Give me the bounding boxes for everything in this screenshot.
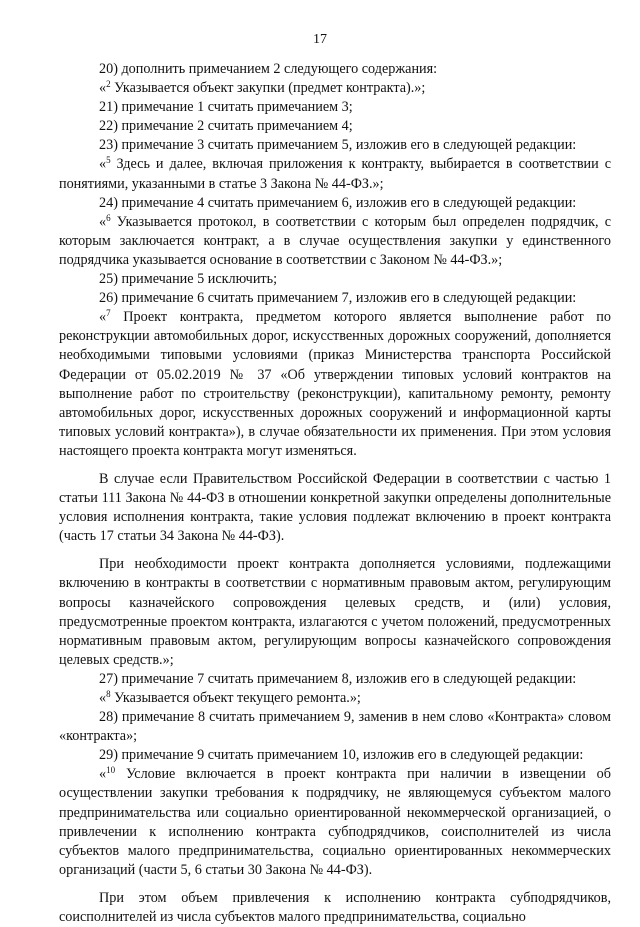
paragraph [59, 194, 611, 213]
quote-mark: « [99, 80, 107, 97]
paragraph-text: 25) примечание 5 исключить; [99, 271, 278, 288]
footnote-marker: 10 [106, 765, 116, 776]
quote-mark: « [99, 213, 107, 230]
paragraph [59, 270, 611, 289]
paragraph-text: Проект контракта, предметом которого является выполнение работ по реконструкции автомобильных дорог, искусственных дорожных сооружений, дополняется необходимыми типовыми условиями (приказ Министерства транспорта Российской Федерации от 05.02.2019 № 37 «Об утверждении типовых условий контрактов на выполнение работ по строительству (реконструкции), капитальному ремонту, ремонту автомобильных дорог, искусственных дорожных сооружений и информационной карты типовых условий контракта»), в случае обязательности их применения. При этом условия настоящего проекта контракта могут изменяться. [59, 309, 611, 459]
paragraph-text: 28) примечание 8 считать примечанием 9, заменив в нем слово «Контракта» словом «контракта»; [59, 709, 611, 745]
paragraph-text: 26) примечание 6 считать примечанием 7, изложив его в следующей редакции: [99, 290, 577, 307]
paragraph-text: При необходимости проект контракта дополняется условиями, подлежащими включению в контракты в соответствии с нормативным правовым актом, регулирующим вопросы казначейского сопровождения целевых средств, и (или) условия, предусмотренные проектом контракта, излагаются с учетом положений, предусмотренных нормативным правовым актом, регулирующим вопросы казначейского сопровождения целевых средств.»; [59, 556, 611, 668]
paragraph [59, 289, 611, 308]
paragraph-text: Указывается протокол, в соответствии с которым был определен подрядчик, с которым заключается контракт, а в случае осуществления закупки у единственного подрядчика указывается основание в соответствии с Законом № 44-ФЗ.»; [59, 213, 611, 268]
paragraph-text: Здесь и далее, включая приложения к контракту, выбирается в соответствии с понятиями, указанными в статье 3 Закона № 44-ФЗ.»; [59, 156, 611, 192]
paragraph [59, 689, 611, 708]
footnote-marker: 7 [106, 308, 111, 319]
paragraph-text: 29) примечание 9 считать примечанием 10, изложив его в следующей редакции: [99, 747, 584, 764]
footnote-marker: 5 [106, 155, 111, 166]
paragraph [59, 213, 611, 270]
paragraph-text: Условие включается в проект контракта при наличии в извещении об осуществлении закупки требования к подрядчику, не являющемуся субъектом малого предпринимательства или социально ориентированной некоммерческой организацией, о привлечении к исполнению контракта субподрядчиков, соисполнителей из числа субъектов малого предпринимательства, социально ориентированных некоммерческих организаций (части 5, 6 статьи 30 Закона № 44-ФЗ). [59, 766, 611, 878]
paragraph [59, 308, 611, 461]
page-number: 17 [313, 32, 327, 47]
paragraph-text: 20) дополнить примечанием 2 следующего содержания: [99, 61, 438, 77]
paragraph-text: 22) примечание 2 считать примечанием 4; [99, 118, 353, 135]
footnote-marker: 2 [106, 79, 111, 90]
paragraph [59, 136, 611, 155]
paragraph [59, 746, 611, 765]
paragraph [59, 708, 611, 746]
paragraph-text: 23) примечание 3 считать примечанием 5, изложив его в следующей редакции: [99, 137, 577, 154]
paragraph [59, 765, 611, 880]
paragraph-text: 21) примечание 1 считать примечанием 3; [99, 99, 353, 116]
paragraph [59, 117, 611, 136]
paragraph [59, 60, 611, 79]
paragraph-text: При этом объем привлечения к исполнению контракта субподрядчиков, соисполнителей из числа субъектов малого предпринимательства, социально [59, 889, 611, 926]
document-body [59, 60, 611, 927]
footnote-marker: 6 [106, 212, 111, 223]
footnote-marker: 8 [106, 689, 111, 699]
paragraph [59, 670, 611, 689]
paragraph-text: В случае если Правительством Российской Федерации в соответствии с частью 1 статьи 111 Закона № 44-ФЗ в отношении конкретной закупки определены дополнительные условия исполнения контракта, такие условия подлежат включению в проект контракта (часть 17 статьи 34 Закона № 44-ФЗ). [59, 470, 611, 545]
quote-mark: « [99, 156, 107, 173]
quote-mark: « [99, 766, 107, 783]
paragraph-text: 27) примечание 7 считать примечанием 8, изложив его в следующей редакции: [99, 670, 577, 687]
paragraph-text: Указывается объект текущего ремонта.»; [110, 690, 361, 706]
paragraph [59, 155, 611, 193]
paragraph [59, 470, 611, 546]
quote-mark: « [99, 309, 107, 326]
quote-mark: « [99, 690, 107, 706]
paragraph [59, 555, 611, 670]
paragraph [59, 889, 611, 927]
paragraph [59, 98, 611, 117]
paragraph-text: Указывается объект закупки (предмет контракта).»; [110, 80, 426, 97]
paragraph-text: 24) примечание 4 считать примечанием 6, изложив его в следующей редакции: [99, 194, 577, 211]
paragraph [59, 79, 611, 98]
